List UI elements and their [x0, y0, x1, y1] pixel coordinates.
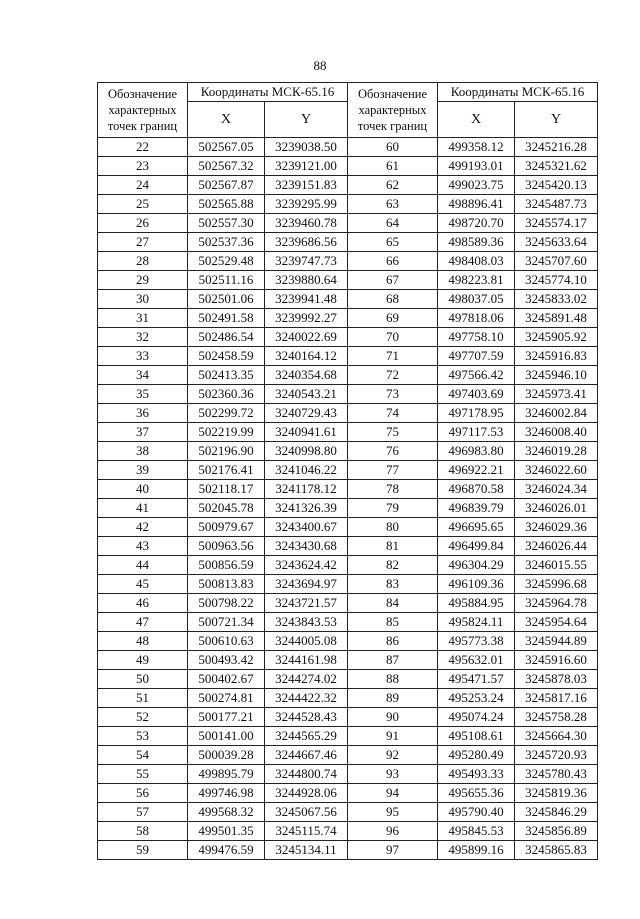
y-value-left: 3240354.68 — [265, 366, 348, 385]
y-value-right: 3245865.83 — [515, 841, 598, 860]
table-row — [98, 366, 598, 385]
point-designation-header-left — [98, 83, 188, 138]
y-value-right: 3245916.83 — [515, 347, 598, 366]
point-number-right: 87 — [348, 651, 438, 670]
y-value-right: 3246022.60 — [515, 461, 598, 480]
x-value-right: 495632.01 — [438, 651, 515, 670]
point-number-right: 60 — [348, 138, 438, 157]
y-value-left: 3240164.12 — [265, 347, 348, 366]
point-number-left: 48 — [98, 632, 188, 651]
point-number-left: 45 — [98, 575, 188, 594]
table-row — [98, 404, 598, 423]
y-value-right: 3245707.60 — [515, 252, 598, 271]
x-value-left: 502567.32 — [188, 157, 265, 176]
point-number-left: 57 — [98, 803, 188, 822]
x-value-left: 502486.54 — [188, 328, 265, 347]
table-row — [98, 328, 598, 347]
x-value-right: 495280.49 — [438, 746, 515, 765]
x-value-right: 495471.57 — [438, 670, 515, 689]
y-value-left: 3241326.39 — [265, 499, 348, 518]
x-value-left: 500493.42 — [188, 651, 265, 670]
y-value-right: 3245780.43 — [515, 765, 598, 784]
y-value-right: 3245946.10 — [515, 366, 598, 385]
point-number-right: 93 — [348, 765, 438, 784]
x-value-left: 502458.59 — [188, 347, 265, 366]
y-value-right: 3245720.93 — [515, 746, 598, 765]
x-value-right: 498589.36 — [438, 233, 515, 252]
y-value-right: 3245819.36 — [515, 784, 598, 803]
table-row — [98, 803, 598, 822]
x-value-left: 502537.36 — [188, 233, 265, 252]
point-number-right: 72 — [348, 366, 438, 385]
x-value-left: 502219.99 — [188, 423, 265, 442]
x-value-right: 498223.81 — [438, 271, 515, 290]
y-value-right: 3245758.28 — [515, 708, 598, 727]
point-number-left: 32 — [98, 328, 188, 347]
point-number-right: 66 — [348, 252, 438, 271]
table-body — [98, 138, 598, 860]
table-row — [98, 822, 598, 841]
y-value-right: 3246024.34 — [515, 480, 598, 499]
y-header-left: Y — [265, 102, 348, 138]
point-number-right: 63 — [348, 195, 438, 214]
x-value-right: 497117.53 — [438, 423, 515, 442]
x-value-left: 500963.56 — [188, 537, 265, 556]
y-value-left: 3239295.99 — [265, 195, 348, 214]
y-value-left: 3239686.56 — [265, 233, 348, 252]
x-value-left: 499568.32 — [188, 803, 265, 822]
x-value-right: 497758.10 — [438, 328, 515, 347]
point-number-right: 71 — [348, 347, 438, 366]
y-value-right: 3245574.17 — [515, 214, 598, 233]
x-value-left: 500813.83 — [188, 575, 265, 594]
point-designation-header-right — [348, 83, 438, 138]
y-value-right: 3245664.30 — [515, 727, 598, 746]
x-value-left: 500402.67 — [188, 670, 265, 689]
y-value-right: 3245487.73 — [515, 195, 598, 214]
table-row — [98, 556, 598, 575]
table-row — [98, 480, 598, 499]
x-value-left: 502299.72 — [188, 404, 265, 423]
x-value-left: 502567.87 — [188, 176, 265, 195]
x-value-right: 495074.24 — [438, 708, 515, 727]
x-value-left: 499895.79 — [188, 765, 265, 784]
point-number-left: 28 — [98, 252, 188, 271]
table-row — [98, 784, 598, 803]
table-row — [98, 632, 598, 651]
table-row — [98, 385, 598, 404]
point-number-left: 34 — [98, 366, 188, 385]
y-value-left: 3244005.08 — [265, 632, 348, 651]
x-value-left: 500039.28 — [188, 746, 265, 765]
y-value-left: 3241178.12 — [265, 480, 348, 499]
x-value-right: 497566.42 — [438, 366, 515, 385]
x-value-right: 495253.24 — [438, 689, 515, 708]
header-label-line1: Обозначение — [107, 87, 178, 101]
x-value-right: 495493.33 — [438, 765, 515, 784]
y-value-right: 3245833.02 — [515, 290, 598, 309]
x-value-left: 500798.22 — [188, 594, 265, 613]
y-value-right: 3245954.64 — [515, 613, 598, 632]
header-label-line1: Обозначение — [357, 87, 428, 101]
table-row — [98, 214, 598, 233]
point-number-left: 25 — [98, 195, 188, 214]
x-value-right: 496109.36 — [438, 575, 515, 594]
table-row — [98, 727, 598, 746]
x-value-right: 497818.06 — [438, 309, 515, 328]
header-label-line2: характерных — [358, 103, 427, 117]
y-value-left: 3239992.27 — [265, 309, 348, 328]
y-value-left: 3243624.42 — [265, 556, 348, 575]
table-row — [98, 765, 598, 784]
point-number-right: 82 — [348, 556, 438, 575]
point-number-right: 84 — [348, 594, 438, 613]
point-number-right: 74 — [348, 404, 438, 423]
x-header-left: X — [188, 102, 265, 138]
y-value-left: 3244565.29 — [265, 727, 348, 746]
x-header-right: X — [438, 102, 515, 138]
x-value-right: 495884.95 — [438, 594, 515, 613]
table-header — [98, 83, 598, 138]
y-value-right: 3246002.84 — [515, 404, 598, 423]
x-value-left: 500141.00 — [188, 727, 265, 746]
point-number-left: 58 — [98, 822, 188, 841]
point-number-left: 27 — [98, 233, 188, 252]
point-number-right: 67 — [348, 271, 438, 290]
y-value-left: 3243400.67 — [265, 518, 348, 537]
y-value-left: 3243843.53 — [265, 613, 348, 632]
y-value-right: 3245420.13 — [515, 176, 598, 195]
point-number-left: 38 — [98, 442, 188, 461]
point-number-right: 95 — [348, 803, 438, 822]
y-value-right: 3245817.16 — [515, 689, 598, 708]
table-row — [98, 195, 598, 214]
header-label-line3: точек границ — [357, 119, 428, 133]
x-value-right: 495899.16 — [438, 841, 515, 860]
y-value-right: 3246015.55 — [515, 556, 598, 575]
table-row — [98, 746, 598, 765]
point-number-left: 52 — [98, 708, 188, 727]
point-number-left: 39 — [98, 461, 188, 480]
point-number-right: 76 — [348, 442, 438, 461]
y-value-right: 3245973.41 — [515, 385, 598, 404]
y-value-left: 3244528.43 — [265, 708, 348, 727]
table-row — [98, 442, 598, 461]
x-value-left: 502196.90 — [188, 442, 265, 461]
point-number-left: 35 — [98, 385, 188, 404]
point-number-left: 26 — [98, 214, 188, 233]
x-value-right: 497403.69 — [438, 385, 515, 404]
y-value-right: 3245774.10 — [515, 271, 598, 290]
y-value-left: 3239460.78 — [265, 214, 348, 233]
table-row — [98, 651, 598, 670]
point-number-left: 30 — [98, 290, 188, 309]
table-row — [98, 157, 598, 176]
x-value-right: 498037.05 — [438, 290, 515, 309]
y-value-left: 3243721.57 — [265, 594, 348, 613]
y-value-right: 3246026.44 — [515, 537, 598, 556]
x-value-left: 502501.06 — [188, 290, 265, 309]
point-number-right: 86 — [348, 632, 438, 651]
point-number-left: 43 — [98, 537, 188, 556]
y-value-right: 3245905.92 — [515, 328, 598, 347]
x-value-left: 500721.34 — [188, 613, 265, 632]
y-value-right: 3245216.28 — [515, 138, 598, 157]
x-value-left: 502176.41 — [188, 461, 265, 480]
table-row — [98, 309, 598, 328]
x-value-left: 502567.05 — [188, 138, 265, 157]
table-row — [98, 594, 598, 613]
y-value-left: 3244667.46 — [265, 746, 348, 765]
y-value-right: 3245964.78 — [515, 594, 598, 613]
y-value-left: 3244422.32 — [265, 689, 348, 708]
point-number-right: 96 — [348, 822, 438, 841]
x-value-left: 502045.78 — [188, 499, 265, 518]
y-value-left: 3239121.00 — [265, 157, 348, 176]
y-value-left: 3239747.73 — [265, 252, 348, 271]
x-value-left: 499746.98 — [188, 784, 265, 803]
point-number-left: 54 — [98, 746, 188, 765]
table-row — [98, 689, 598, 708]
point-number-right: 69 — [348, 309, 438, 328]
x-value-right: 499023.75 — [438, 176, 515, 195]
x-value-right: 498408.03 — [438, 252, 515, 271]
table-row — [98, 841, 598, 860]
point-number-left: 31 — [98, 309, 188, 328]
y-value-right: 3245944.89 — [515, 632, 598, 651]
point-number-right: 81 — [348, 537, 438, 556]
point-number-left: 33 — [98, 347, 188, 366]
x-value-right: 496695.65 — [438, 518, 515, 537]
x-value-left: 500610.63 — [188, 632, 265, 651]
y-value-right: 3245878.03 — [515, 670, 598, 689]
point-number-left: 49 — [98, 651, 188, 670]
y-value-left: 3239941.48 — [265, 290, 348, 309]
x-value-left: 502491.58 — [188, 309, 265, 328]
coords-header-left: Координаты МСК-65.16 — [188, 83, 348, 102]
point-number-right: 73 — [348, 385, 438, 404]
x-value-left: 500856.59 — [188, 556, 265, 575]
x-value-right: 495655.36 — [438, 784, 515, 803]
x-value-right: 499193.01 — [438, 157, 515, 176]
table-row — [98, 518, 598, 537]
x-value-right: 495108.61 — [438, 727, 515, 746]
x-value-right: 496983.80 — [438, 442, 515, 461]
table-row — [98, 670, 598, 689]
x-value-right: 495824.11 — [438, 613, 515, 632]
point-number-left: 50 — [98, 670, 188, 689]
point-number-left: 59 — [98, 841, 188, 860]
y-value-left: 3244928.06 — [265, 784, 348, 803]
x-value-left: 500979.67 — [188, 518, 265, 537]
point-number-left: 51 — [98, 689, 188, 708]
point-number-left: 40 — [98, 480, 188, 499]
point-number-right: 91 — [348, 727, 438, 746]
x-value-left: 502118.17 — [188, 480, 265, 499]
y-value-left: 3240543.21 — [265, 385, 348, 404]
y-value-left: 3240022.69 — [265, 328, 348, 347]
point-number-right: 83 — [348, 575, 438, 594]
point-number-left: 42 — [98, 518, 188, 537]
point-number-left: 24 — [98, 176, 188, 195]
point-number-left: 36 — [98, 404, 188, 423]
table-row — [98, 252, 598, 271]
y-value-left: 3239880.64 — [265, 271, 348, 290]
x-value-left: 502511.16 — [188, 271, 265, 290]
point-number-right: 68 — [348, 290, 438, 309]
coords-header-right: Координаты МСК-65.16 — [438, 83, 598, 102]
y-value-right: 3245633.64 — [515, 233, 598, 252]
x-value-left: 502360.36 — [188, 385, 265, 404]
y-value-left: 3244274.02 — [265, 670, 348, 689]
y-value-right: 3246026.01 — [515, 499, 598, 518]
y-value-left: 3243694.97 — [265, 575, 348, 594]
point-number-left: 47 — [98, 613, 188, 632]
point-number-left: 46 — [98, 594, 188, 613]
y-value-left: 3240941.61 — [265, 423, 348, 442]
y-value-right: 3246029.36 — [515, 518, 598, 537]
point-number-right: 61 — [348, 157, 438, 176]
table-row — [98, 176, 598, 195]
coordinates-table — [97, 82, 598, 860]
x-value-left: 502413.35 — [188, 366, 265, 385]
point-number-right: 92 — [348, 746, 438, 765]
point-number-right: 79 — [348, 499, 438, 518]
x-value-left: 502557.30 — [188, 214, 265, 233]
table-row — [98, 575, 598, 594]
point-number-right: 64 — [348, 214, 438, 233]
point-number-left: 53 — [98, 727, 188, 746]
table-row — [98, 233, 598, 252]
point-number-left: 29 — [98, 271, 188, 290]
point-number-left: 23 — [98, 157, 188, 176]
point-number-right: 78 — [348, 480, 438, 499]
y-value-left: 3245115.74 — [265, 822, 348, 841]
y-value-left: 3241046.22 — [265, 461, 348, 480]
point-number-right: 65 — [348, 233, 438, 252]
y-value-left: 3239151.83 — [265, 176, 348, 195]
x-value-right: 496870.58 — [438, 480, 515, 499]
point-number-right: 70 — [348, 328, 438, 347]
point-number-right: 94 — [348, 784, 438, 803]
point-number-left: 44 — [98, 556, 188, 575]
table-row — [98, 537, 598, 556]
table-row — [98, 499, 598, 518]
y-value-left: 3243430.68 — [265, 537, 348, 556]
x-value-left: 500177.21 — [188, 708, 265, 727]
table-row — [98, 290, 598, 309]
y-value-left: 3245134.11 — [265, 841, 348, 860]
y-value-right: 3245321.62 — [515, 157, 598, 176]
x-value-right: 497707.59 — [438, 347, 515, 366]
point-number-left: 55 — [98, 765, 188, 784]
x-value-right: 495790.40 — [438, 803, 515, 822]
header-label-line2: характерных — [108, 103, 177, 117]
x-value-right: 498896.41 — [438, 195, 515, 214]
x-value-right: 496839.79 — [438, 499, 515, 518]
x-value-left: 500274.81 — [188, 689, 265, 708]
point-number-right: 80 — [348, 518, 438, 537]
point-number-left: 56 — [98, 784, 188, 803]
y-value-right: 3245846.29 — [515, 803, 598, 822]
point-number-right: 88 — [348, 670, 438, 689]
point-number-left: 37 — [98, 423, 188, 442]
point-number-right: 85 — [348, 613, 438, 632]
y-value-left: 3244161.98 — [265, 651, 348, 670]
y-value-left: 3245067.56 — [265, 803, 348, 822]
y-value-right: 3245916.60 — [515, 651, 598, 670]
y-value-left: 3244800.74 — [265, 765, 348, 784]
y-value-right: 3246019.28 — [515, 442, 598, 461]
point-number-right: 77 — [348, 461, 438, 480]
x-value-right: 495845.53 — [438, 822, 515, 841]
x-value-right: 496304.29 — [438, 556, 515, 575]
y-value-right: 3245856.89 — [515, 822, 598, 841]
x-value-left: 499476.59 — [188, 841, 265, 860]
y-value-left: 3240998.80 — [265, 442, 348, 461]
point-number-left: 22 — [98, 138, 188, 157]
table-row — [98, 461, 598, 480]
y-header-right: Y — [515, 102, 598, 138]
table-row — [98, 423, 598, 442]
header-label-line3: точек границ — [107, 119, 178, 133]
table-row — [98, 708, 598, 727]
x-value-right: 496922.21 — [438, 461, 515, 480]
x-value-right: 496499.84 — [438, 537, 515, 556]
y-value-right: 3246008.40 — [515, 423, 598, 442]
x-value-right: 499358.12 — [438, 138, 515, 157]
point-number-right: 89 — [348, 689, 438, 708]
x-value-left: 502529.48 — [188, 252, 265, 271]
point-number-right: 97 — [348, 841, 438, 860]
table-row — [98, 271, 598, 290]
table-row — [98, 613, 598, 632]
y-value-left: 3239038.50 — [265, 138, 348, 157]
table-row — [98, 138, 598, 157]
page-number: 88 — [313, 58, 327, 73]
point-number-right: 62 — [348, 176, 438, 195]
y-value-right: 3245891.48 — [515, 309, 598, 328]
point-number-right: 90 — [348, 708, 438, 727]
x-value-right: 498720.70 — [438, 214, 515, 233]
point-number-left: 41 — [98, 499, 188, 518]
y-value-right: 3245996.68 — [515, 575, 598, 594]
x-value-left: 502565.88 — [188, 195, 265, 214]
x-value-right: 497178.95 — [438, 404, 515, 423]
x-value-left: 499501.35 — [188, 822, 265, 841]
point-number-right: 75 — [348, 423, 438, 442]
table-row — [98, 347, 598, 366]
x-value-right: 495773.38 — [438, 632, 515, 651]
y-value-left: 3240729.43 — [265, 404, 348, 423]
